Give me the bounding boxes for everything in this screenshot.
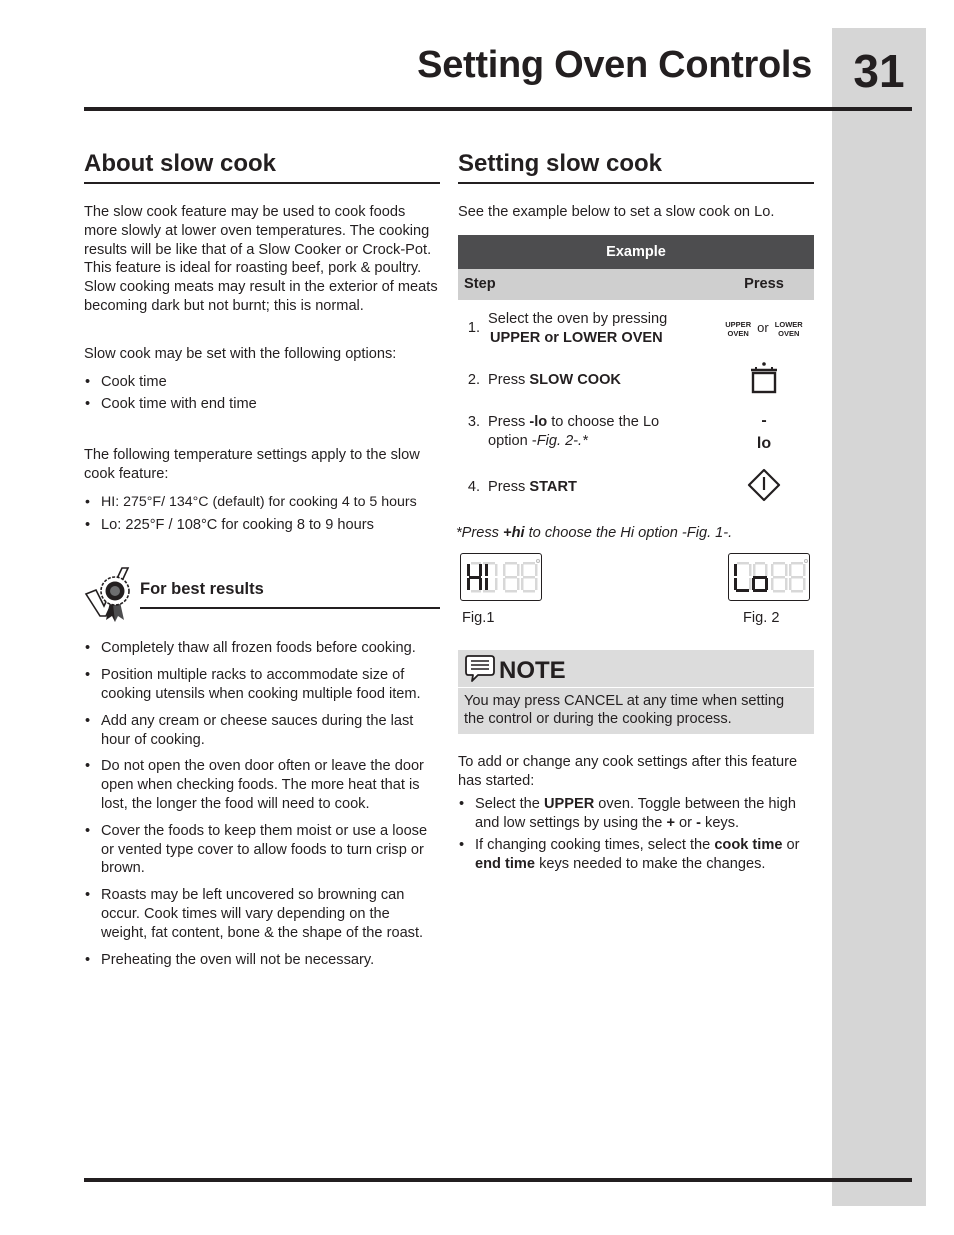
display-figures xyxy=(458,553,814,635)
fig1-caption: Fig.1 xyxy=(462,609,495,626)
options-list xyxy=(84,373,440,415)
change-intro: To add or change any cook settings after this feature has started: xyxy=(458,754,798,789)
page-number: 31 xyxy=(853,45,905,97)
about-paragraph: The slow cook feature may be used to cook foods more slowly at lower oven temperatures. The cooking results will be like that of a Slow Cooker or Crock-Pot. This feature is ideal for roasting beef, pork & poultry. Slow cooking meats may result in the exterior of meats becoming dark but not burnt; this is normal. xyxy=(84,204,438,314)
right-column xyxy=(458,148,814,874)
note-text: You may press CANCEL at any time when setting the control or during the cooking process. xyxy=(464,692,785,728)
left-column xyxy=(84,148,440,969)
best-results-heading: For best results xyxy=(140,580,440,609)
step-text: Press START xyxy=(488,479,577,496)
header-rule xyxy=(84,107,912,111)
slow-cook-pot-icon xyxy=(748,361,780,395)
options-intro: Slow cook may be set with the following options: xyxy=(84,345,397,362)
table-row xyxy=(458,358,814,404)
table-row xyxy=(458,300,814,358)
setting-heading: Setting slow cook xyxy=(458,148,814,184)
oven-select-keys: UPPER OVEN or LOWER OVEN xyxy=(725,319,803,338)
step-number: 3. xyxy=(467,413,480,430)
column-header-step: Step xyxy=(464,276,496,293)
column-header-press: Press xyxy=(744,276,784,293)
lower-oven-key[interactable]: LOWER OVEN xyxy=(774,319,803,338)
table-row xyxy=(458,404,814,466)
lo-key[interactable]: - lo xyxy=(756,412,772,453)
example-table xyxy=(458,235,814,510)
list-item: • Select the UPPER oven. Toggle between the high and low settings by using the + or - keys. xyxy=(458,795,814,833)
setting-intro: See the example below to set a slow cook on Lo. xyxy=(458,204,775,220)
side-tab-bar xyxy=(832,28,926,1206)
note-box xyxy=(458,650,814,735)
table-header-row xyxy=(458,269,814,300)
hi-footnote: *Press +hi to choose the Hi option -Fig. 1-. xyxy=(456,524,733,541)
award-ribbon-icon xyxy=(84,564,138,624)
list-item: • Completely thaw all frozen foods before cooking. xyxy=(84,639,440,658)
start-diamond-icon xyxy=(747,468,781,502)
page-title: Setting Oven Controls xyxy=(417,44,812,86)
note-header xyxy=(458,650,814,688)
list-item: • Roasts may be left uncovered so browning can occur. Cook times will vary depending on the weight, fat content, bone & the shape of the roast. xyxy=(84,886,440,942)
step-text: Press -lo to choose the Lo option -Fig. 2-.* xyxy=(488,413,660,449)
list-item: • Cook time with end time xyxy=(84,395,440,414)
list-item: • Cook time xyxy=(84,373,440,392)
note-speech-icon xyxy=(464,653,496,685)
list-item: • HI: 275°F/ 134°C (default) for cooking 4 to 5 hours xyxy=(84,493,440,512)
best-results-header xyxy=(84,564,440,624)
best-results-list xyxy=(84,639,440,969)
about-heading: About slow cook xyxy=(84,148,440,184)
list-item: • Do not open the oven door often or leave the door open when checking foods. The more heat that is lost, the longer the food will need to cook. xyxy=(84,757,440,813)
step-number: 2. xyxy=(467,372,480,389)
step-text: Press SLOW COOK xyxy=(488,372,621,389)
footer-rule xyxy=(84,1178,912,1182)
table-title-row xyxy=(458,235,814,269)
slow-cook-key[interactable] xyxy=(714,358,814,404)
temps-intro: The following temperature settings apply to the slow cook feature: xyxy=(84,447,420,482)
note-title: NOTE xyxy=(499,656,566,684)
hi-display xyxy=(460,553,542,601)
change-list xyxy=(458,795,814,874)
step-number: 1. xyxy=(467,320,480,337)
hi-display-segments xyxy=(461,554,543,602)
table-row xyxy=(458,466,814,510)
fig2-caption: Fig. 2 xyxy=(743,609,780,626)
step-number: 4. xyxy=(467,479,480,496)
list-item: • Lo: 225°F / 108°C for cooking 8 to 9 hours xyxy=(84,516,440,535)
list-item: • Cover the foods to keep them moist or use a loose or vented type cover to allow foods to turn crisp or brown. xyxy=(84,822,440,878)
list-item: • Preheating the oven will not be necessary. xyxy=(84,951,440,970)
step-text: Select the oven by pressing UPPER or LOWER OVEN xyxy=(488,311,668,346)
temps-list xyxy=(84,493,440,535)
list-item: • Add any cream or cheese sauces during the last hour of cooking. xyxy=(84,712,440,750)
table-title: Example xyxy=(606,243,666,260)
list-item: • If changing cooking times, select the cook time or end time keys needed to make the changes. xyxy=(458,836,814,874)
start-key[interactable] xyxy=(714,466,814,510)
list-item: • Position multiple racks to accommodate size of cooking utensils when cooking multiple food item. xyxy=(84,666,440,704)
upper-oven-key[interactable]: UPPER OVEN xyxy=(725,319,752,338)
lo-display xyxy=(728,553,810,601)
lo-display-segments xyxy=(729,554,811,602)
